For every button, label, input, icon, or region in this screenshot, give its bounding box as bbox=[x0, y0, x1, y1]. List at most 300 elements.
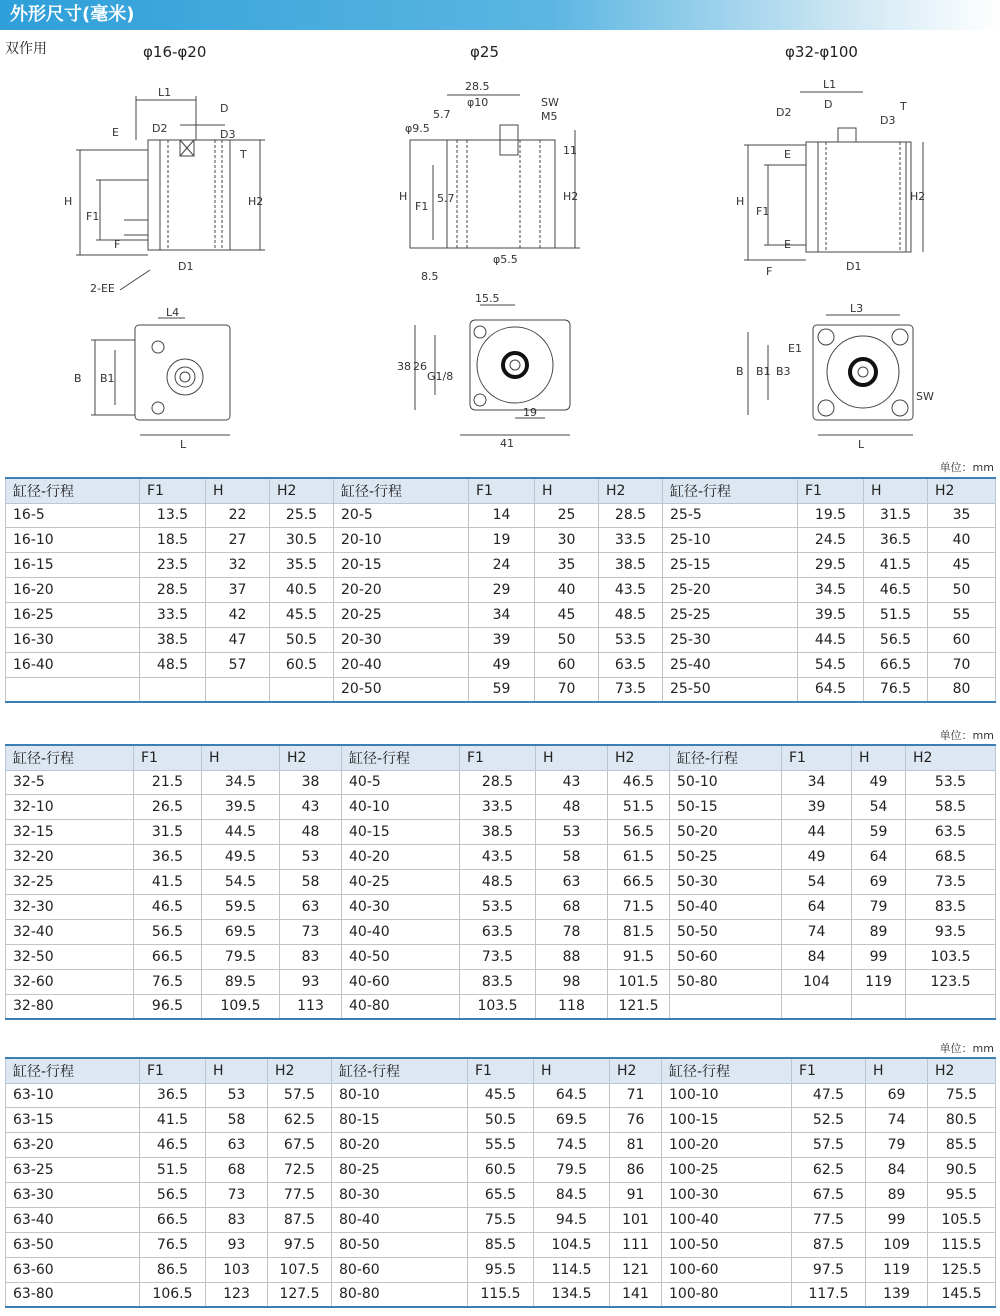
cell-value: 97.5 bbox=[792, 1257, 866, 1282]
cell-value: 35 bbox=[928, 503, 996, 528]
dim-H2: H2 bbox=[563, 190, 579, 203]
unit-label-2: 单位：mm bbox=[939, 729, 994, 742]
dim-T: T bbox=[240, 148, 247, 161]
cell-value: 13.5 bbox=[140, 503, 206, 528]
cell-bore-stroke: 63-50 bbox=[6, 1232, 140, 1257]
cell-bore-stroke: 80-15 bbox=[332, 1108, 468, 1133]
dim-G1-8: G1/8 bbox=[427, 370, 454, 383]
cell-value: 81.5 bbox=[608, 919, 670, 944]
cell-value: 34 bbox=[782, 770, 852, 795]
cell-value: 91 bbox=[610, 1183, 662, 1208]
column-header-f1: F1 bbox=[134, 745, 202, 770]
cell-value: 113 bbox=[280, 994, 342, 1019]
cell-value: 79.5 bbox=[534, 1158, 610, 1183]
cell-value: 101.5 bbox=[608, 969, 670, 994]
cell-value: 50 bbox=[928, 578, 996, 603]
cell-bore-stroke: 40-80 bbox=[342, 994, 460, 1019]
cell-value: 90.5 bbox=[928, 1158, 996, 1183]
column-header-h2: H2 bbox=[928, 478, 996, 503]
column-header-h: H bbox=[206, 1058, 268, 1083]
cell-value: 117.5 bbox=[792, 1282, 866, 1307]
cell-value: 123 bbox=[206, 1282, 268, 1307]
column-header-h2: H2 bbox=[268, 1058, 332, 1083]
table-row bbox=[6, 845, 996, 870]
cell-value: 109 bbox=[866, 1232, 928, 1257]
table-row bbox=[6, 994, 996, 1019]
cell-value: 26.5 bbox=[134, 795, 202, 820]
cell-value: 81 bbox=[610, 1133, 662, 1158]
cell-bore-stroke: 50-80 bbox=[670, 969, 782, 994]
cell-value: 54.5 bbox=[798, 652, 864, 677]
dim-11: 11 bbox=[563, 144, 577, 157]
cell-value bbox=[782, 994, 852, 1019]
cell-value: 40 bbox=[535, 578, 599, 603]
cell-value: 51.5 bbox=[140, 1158, 206, 1183]
column-header-f1: F1 bbox=[782, 745, 852, 770]
dim-B: B bbox=[736, 365, 744, 378]
table-row bbox=[6, 503, 996, 528]
cell-value: 69 bbox=[852, 870, 906, 895]
cell-bore-stroke: 25-15 bbox=[663, 553, 798, 578]
cell-bore-stroke: 50-50 bbox=[670, 919, 782, 944]
cell-value: 60 bbox=[928, 627, 996, 652]
cell-value: 80 bbox=[928, 677, 996, 702]
cell-bore-stroke: 32-30 bbox=[6, 894, 134, 919]
cell-value: 33.5 bbox=[599, 528, 663, 553]
column-header-bore-stroke: 缸径-行程 bbox=[663, 478, 798, 503]
cell-bore-stroke: 40-5 bbox=[342, 770, 460, 795]
cell-value: 23.5 bbox=[140, 553, 206, 578]
cell-bore-stroke: 80-40 bbox=[332, 1207, 468, 1232]
cell-bore-stroke: 100-10 bbox=[662, 1083, 792, 1108]
cell-value: 66.5 bbox=[140, 1207, 206, 1232]
cell-value: 43.5 bbox=[460, 845, 536, 870]
cell-bore-stroke: 20-10 bbox=[334, 528, 469, 553]
cell-value: 34 bbox=[469, 603, 535, 628]
dim-B3: B3 bbox=[776, 365, 791, 378]
cell-bore-stroke: 40-50 bbox=[342, 944, 460, 969]
cell-value: 86.5 bbox=[140, 1257, 206, 1282]
cell-value: 45 bbox=[535, 603, 599, 628]
cell-bore-stroke: 16-25 bbox=[6, 603, 140, 628]
cell-bore-stroke: 25-50 bbox=[663, 677, 798, 702]
cell-value: 19 bbox=[469, 528, 535, 553]
cell-value: 70 bbox=[928, 652, 996, 677]
cell-value: 40.5 bbox=[270, 578, 334, 603]
cell-value: 34.5 bbox=[798, 578, 864, 603]
cell-value: 66.5 bbox=[134, 944, 202, 969]
cell-value: 39 bbox=[469, 627, 535, 652]
dim-E-top: E bbox=[784, 148, 791, 161]
table-row bbox=[6, 553, 996, 578]
cell-bore-stroke: 32-25 bbox=[6, 870, 134, 895]
dim-L: L bbox=[180, 438, 187, 451]
cell-bore-stroke: 20-15 bbox=[334, 553, 469, 578]
dim-SW: SW bbox=[916, 390, 934, 403]
table-row bbox=[6, 603, 996, 628]
cell-value: 49 bbox=[782, 845, 852, 870]
cell-bore-stroke: 20-30 bbox=[334, 627, 469, 652]
cell-value: 36.5 bbox=[864, 528, 928, 553]
cell-value: 57.5 bbox=[268, 1083, 332, 1108]
cell-value: 44 bbox=[782, 820, 852, 845]
cell-value: 38 bbox=[280, 770, 342, 795]
cell-value: 63 bbox=[280, 894, 342, 919]
cell-bore-stroke: 20-25 bbox=[334, 603, 469, 628]
column-header-f1: F1 bbox=[469, 478, 535, 503]
cell-value: 63.5 bbox=[460, 919, 536, 944]
cell-value: 76 bbox=[610, 1108, 662, 1133]
cell-value: 123.5 bbox=[906, 969, 996, 994]
table-row bbox=[6, 870, 996, 895]
dim-D: D bbox=[824, 98, 833, 111]
cell-value: 73.5 bbox=[906, 870, 996, 895]
cell-value: 80.5 bbox=[928, 1108, 996, 1133]
column-header-f1: F1 bbox=[792, 1058, 866, 1083]
cell-value: 83 bbox=[280, 944, 342, 969]
cell-value: 56.5 bbox=[864, 627, 928, 652]
cell-value: 45.5 bbox=[270, 603, 334, 628]
cell-value: 56.5 bbox=[608, 820, 670, 845]
dimension-drawing-2 bbox=[395, 70, 595, 455]
dim-D1: D1 bbox=[846, 260, 862, 273]
cell-value: 55 bbox=[928, 603, 996, 628]
dim-E: E bbox=[112, 126, 119, 139]
column-header-bore-stroke: 缸径-行程 bbox=[6, 1058, 140, 1083]
cell-value: 35.5 bbox=[270, 553, 334, 578]
dimension-table-2 bbox=[5, 744, 996, 1020]
cell-value: 103.5 bbox=[906, 944, 996, 969]
cell-value: 33.5 bbox=[460, 795, 536, 820]
cell-value: 95.5 bbox=[468, 1257, 534, 1282]
column-header-h: H bbox=[534, 1058, 610, 1083]
cell-bore-stroke: 63-25 bbox=[6, 1158, 140, 1183]
table-row bbox=[6, 944, 996, 969]
cell-bore-stroke: 25-5 bbox=[663, 503, 798, 528]
cell-bore-stroke: 63-20 bbox=[6, 1133, 140, 1158]
cell-bore-stroke: 32-20 bbox=[6, 845, 134, 870]
dim-L4: L4 bbox=[166, 306, 180, 319]
section-title: 外形尺寸(毫米) bbox=[0, 0, 1000, 30]
cell-value bbox=[206, 677, 270, 702]
column-header-f1: F1 bbox=[798, 478, 864, 503]
cell-bore-stroke: 40-20 bbox=[342, 845, 460, 870]
cell-value: 76.5 bbox=[864, 677, 928, 702]
dim-E-bottom: E bbox=[784, 238, 791, 251]
cell-bore-stroke: 100-40 bbox=[662, 1207, 792, 1232]
dim-F: F bbox=[114, 238, 121, 251]
column-header-h2: H2 bbox=[599, 478, 663, 503]
cell-value: 57 bbox=[206, 652, 270, 677]
cell-value: 43 bbox=[536, 770, 608, 795]
dim-15.5: 15.5 bbox=[475, 292, 500, 305]
cell-value: 86 bbox=[610, 1158, 662, 1183]
cell-value: 127.5 bbox=[268, 1282, 332, 1307]
cell-value: 32 bbox=[206, 553, 270, 578]
cell-value: 119 bbox=[852, 969, 906, 994]
cell-value: 115.5 bbox=[468, 1282, 534, 1307]
cell-value: 89 bbox=[866, 1183, 928, 1208]
cell-value: 31.5 bbox=[864, 503, 928, 528]
table-row bbox=[6, 1133, 996, 1158]
dim-D2: D2 bbox=[152, 122, 168, 135]
cell-value: 53.5 bbox=[460, 894, 536, 919]
cell-bore-stroke: 80-50 bbox=[332, 1232, 468, 1257]
cell-bore-stroke: 40-10 bbox=[342, 795, 460, 820]
cell-value: 18.5 bbox=[140, 528, 206, 553]
cell-value: 48.5 bbox=[140, 652, 206, 677]
cell-value: 47.5 bbox=[792, 1083, 866, 1108]
cell-value: 29 bbox=[469, 578, 535, 603]
cell-value: 76.5 bbox=[134, 969, 202, 994]
cell-value: 103.5 bbox=[460, 994, 536, 1019]
cell-bore-stroke: 100-25 bbox=[662, 1158, 792, 1183]
column-header-bore-stroke: 缸径-行程 bbox=[334, 478, 469, 503]
cell-value: 55.5 bbox=[468, 1133, 534, 1158]
cell-value: 39.5 bbox=[202, 795, 280, 820]
cell-value: 57.5 bbox=[792, 1133, 866, 1158]
column-header-h: H bbox=[535, 478, 599, 503]
cell-value: 69 bbox=[866, 1083, 928, 1108]
cell-value: 21.5 bbox=[134, 770, 202, 795]
cell-value: 68.5 bbox=[906, 845, 996, 870]
cell-value: 106.5 bbox=[140, 1282, 206, 1307]
cell-bore-stroke: 100-60 bbox=[662, 1257, 792, 1282]
cell-value: 103 bbox=[206, 1257, 268, 1282]
cell-value: 114.5 bbox=[534, 1257, 610, 1282]
cell-value: 48.5 bbox=[599, 603, 663, 628]
column-header-f1: F1 bbox=[140, 478, 206, 503]
cell-value: 96.5 bbox=[134, 994, 202, 1019]
dim-L3: L3 bbox=[850, 302, 864, 315]
cell-bore-stroke: 63-40 bbox=[6, 1207, 140, 1232]
cell-value: 54.5 bbox=[202, 870, 280, 895]
cell-value: 76.5 bbox=[140, 1232, 206, 1257]
table-row bbox=[6, 1083, 996, 1108]
cell-bore-stroke: 32-40 bbox=[6, 919, 134, 944]
cell-bore-stroke: 16-10 bbox=[6, 528, 140, 553]
cell-bore-stroke: 25-25 bbox=[663, 603, 798, 628]
column-header-bore-stroke: 缸径-行程 bbox=[670, 745, 782, 770]
action-type-label: 双作用 bbox=[5, 41, 47, 57]
cell-value: 43 bbox=[280, 795, 342, 820]
cell-value: 25 bbox=[535, 503, 599, 528]
cell-value: 104.5 bbox=[534, 1232, 610, 1257]
cell-bore-stroke: 80-30 bbox=[332, 1183, 468, 1208]
dim-H2: H2 bbox=[910, 190, 926, 203]
cell-value: 36.5 bbox=[134, 845, 202, 870]
cell-value: 51.5 bbox=[864, 603, 928, 628]
cell-value: 28.5 bbox=[140, 578, 206, 603]
cell-value: 79 bbox=[852, 894, 906, 919]
column-header-h: H bbox=[536, 745, 608, 770]
cell-bore-stroke: 100-30 bbox=[662, 1183, 792, 1208]
cell-value: 52.5 bbox=[792, 1108, 866, 1133]
cell-bore-stroke: 40-40 bbox=[342, 919, 460, 944]
cell-bore-stroke: 16-30 bbox=[6, 627, 140, 652]
cell-value: 54 bbox=[782, 870, 852, 895]
column-header-bore-stroke: 缸径-行程 bbox=[6, 478, 140, 503]
cell-value: 25.5 bbox=[270, 503, 334, 528]
column-header-h2: H2 bbox=[906, 745, 996, 770]
cell-value: 74.5 bbox=[534, 1133, 610, 1158]
cell-value: 28.5 bbox=[599, 503, 663, 528]
cell-value bbox=[140, 677, 206, 702]
cell-value: 89.5 bbox=[202, 969, 280, 994]
cell-bore-stroke: 80-10 bbox=[332, 1083, 468, 1108]
cell-value: 29.5 bbox=[798, 553, 864, 578]
cell-bore-stroke: 32-10 bbox=[6, 795, 134, 820]
dim-5.7-mid: 5.7 bbox=[437, 192, 455, 205]
cell-bore-stroke: 20-5 bbox=[334, 503, 469, 528]
dim-B1: B1 bbox=[756, 365, 771, 378]
cell-value: 49 bbox=[469, 652, 535, 677]
column-header-bore-stroke: 缸径-行程 bbox=[342, 745, 460, 770]
dim-H2: H2 bbox=[248, 195, 264, 208]
cell-value: 67.5 bbox=[268, 1133, 332, 1158]
table-row bbox=[6, 1158, 996, 1183]
cell-value: 84 bbox=[782, 944, 852, 969]
dim-38: 38 bbox=[397, 360, 411, 373]
cell-bore-stroke bbox=[6, 677, 140, 702]
table-row bbox=[6, 1282, 996, 1307]
cell-bore-stroke: 80-60 bbox=[332, 1257, 468, 1282]
cell-value: 107.5 bbox=[268, 1257, 332, 1282]
cell-value: 58 bbox=[536, 845, 608, 870]
cell-value: 48 bbox=[536, 795, 608, 820]
cell-value: 48.5 bbox=[460, 870, 536, 895]
cell-value: 36.5 bbox=[140, 1083, 206, 1108]
cell-value: 39.5 bbox=[798, 603, 864, 628]
dim-D3: D3 bbox=[880, 114, 896, 127]
cell-value: 63.5 bbox=[906, 820, 996, 845]
cell-value: 61.5 bbox=[608, 845, 670, 870]
column-header-h: H bbox=[864, 478, 928, 503]
cell-bore-stroke: 100-80 bbox=[662, 1282, 792, 1307]
cell-bore-stroke: 50-10 bbox=[670, 770, 782, 795]
cell-value: 95.5 bbox=[928, 1183, 996, 1208]
cell-value: 83 bbox=[206, 1207, 268, 1232]
cell-value: 49.5 bbox=[202, 845, 280, 870]
dim-D3: D3 bbox=[220, 128, 236, 141]
table-header-row bbox=[6, 1058, 996, 1083]
cell-value: 50.5 bbox=[468, 1108, 534, 1133]
cell-value: 87.5 bbox=[268, 1207, 332, 1232]
table-row bbox=[6, 770, 996, 795]
dim-F1: F1 bbox=[756, 205, 770, 218]
cell-value: 97.5 bbox=[268, 1232, 332, 1257]
column-header-bore-stroke: 缸径-行程 bbox=[662, 1058, 792, 1083]
table-row bbox=[6, 1108, 996, 1133]
cell-value: 119 bbox=[866, 1257, 928, 1282]
bore-range-label-3: φ32-φ100 bbox=[785, 43, 858, 61]
cell-value: 84.5 bbox=[534, 1183, 610, 1208]
cell-value: 87.5 bbox=[792, 1232, 866, 1257]
cell-value: 24 bbox=[469, 553, 535, 578]
dim-8.5: 8.5 bbox=[421, 270, 439, 283]
dim-L1: L1 bbox=[823, 78, 837, 91]
cell-bore-stroke: 50-25 bbox=[670, 845, 782, 870]
cell-bore-stroke: 32-80 bbox=[6, 994, 134, 1019]
cell-value: 38.5 bbox=[460, 820, 536, 845]
cell-value: 73 bbox=[280, 919, 342, 944]
column-header-f1: F1 bbox=[460, 745, 536, 770]
bore-range-label-2: φ25 bbox=[470, 43, 499, 61]
cell-value: 46.5 bbox=[864, 578, 928, 603]
dim-SW: SW bbox=[541, 96, 559, 109]
cell-value: 66.5 bbox=[608, 870, 670, 895]
cell-value: 139 bbox=[866, 1282, 928, 1307]
cell-value: 27 bbox=[206, 528, 270, 553]
cell-bore-stroke: 20-20 bbox=[334, 578, 469, 603]
column-header-f1: F1 bbox=[468, 1058, 534, 1083]
dimension-drawing-3 bbox=[728, 70, 953, 455]
cell-value: 53.5 bbox=[599, 627, 663, 652]
cell-value: 59 bbox=[469, 677, 535, 702]
cell-value: 104 bbox=[782, 969, 852, 994]
table-row bbox=[6, 528, 996, 553]
cell-value: 72.5 bbox=[268, 1158, 332, 1183]
cell-bore-stroke: 16-20 bbox=[6, 578, 140, 603]
cell-value: 111 bbox=[610, 1232, 662, 1257]
cell-value: 141 bbox=[610, 1282, 662, 1307]
cell-value: 58.5 bbox=[906, 795, 996, 820]
cell-value: 22 bbox=[206, 503, 270, 528]
cell-bore-stroke: 63-15 bbox=[6, 1108, 140, 1133]
cell-value: 56.5 bbox=[134, 919, 202, 944]
cell-value: 105.5 bbox=[928, 1207, 996, 1232]
cell-bore-stroke: 32-50 bbox=[6, 944, 134, 969]
cell-value: 63 bbox=[206, 1133, 268, 1158]
cell-value: 46.5 bbox=[608, 770, 670, 795]
cell-value: 75.5 bbox=[468, 1207, 534, 1232]
cell-bore-stroke: 20-40 bbox=[334, 652, 469, 677]
dim-28.5: 28.5 bbox=[465, 80, 490, 93]
dim-B1: B1 bbox=[100, 372, 115, 385]
column-header-f1: F1 bbox=[140, 1058, 206, 1083]
cell-value: 24.5 bbox=[798, 528, 864, 553]
cell-value: 38.5 bbox=[140, 627, 206, 652]
cell-value: 99 bbox=[852, 944, 906, 969]
cell-value: 68 bbox=[206, 1158, 268, 1183]
column-header-h2: H2 bbox=[280, 745, 342, 770]
cell-value: 42 bbox=[206, 603, 270, 628]
cell-value: 101 bbox=[610, 1207, 662, 1232]
dim-L1: L1 bbox=[158, 86, 172, 99]
cell-value: 38.5 bbox=[599, 553, 663, 578]
cell-value: 68 bbox=[536, 894, 608, 919]
cell-value: 40 bbox=[928, 528, 996, 553]
cell-value bbox=[852, 994, 906, 1019]
cell-value: 49 bbox=[852, 770, 906, 795]
cell-bore-stroke: 25-10 bbox=[663, 528, 798, 553]
cell-value: 34.5 bbox=[202, 770, 280, 795]
cell-value: 44.5 bbox=[202, 820, 280, 845]
cell-bore-stroke: 16-15 bbox=[6, 553, 140, 578]
table-row bbox=[6, 578, 996, 603]
cell-bore-stroke: 50-20 bbox=[670, 820, 782, 845]
cell-value: 56.5 bbox=[140, 1183, 206, 1208]
cell-value: 46.5 bbox=[134, 894, 202, 919]
cell-value: 64 bbox=[782, 894, 852, 919]
cell-value: 50.5 bbox=[270, 627, 334, 652]
cell-value: 44.5 bbox=[798, 627, 864, 652]
column-header-bore-stroke: 缸径-行程 bbox=[6, 745, 134, 770]
cell-value: 109.5 bbox=[202, 994, 280, 1019]
dimension-drawing-1 bbox=[60, 70, 280, 455]
table-row bbox=[6, 1207, 996, 1232]
cell-bore-stroke: 25-30 bbox=[663, 627, 798, 652]
